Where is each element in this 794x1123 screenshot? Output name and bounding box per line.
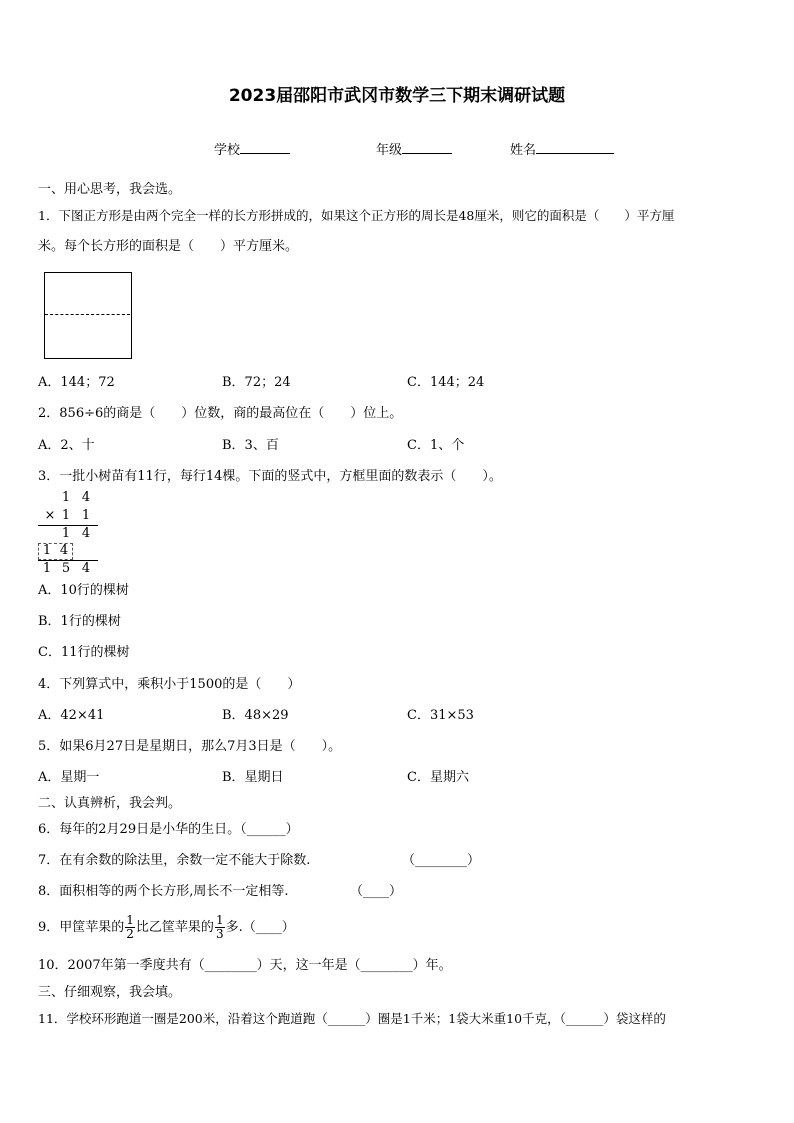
q3-text: 3．一批小树苗有11行，每行14棵。下面的竖式中，方框里面的数表示（ ）。 xyxy=(38,469,502,484)
name-label: 姓名 xyxy=(510,143,537,158)
q2-option-a: A．2、十 xyxy=(38,438,95,453)
frac2-numerator: 1 xyxy=(215,913,224,927)
q7-text: 7．在有余数的除法里，余数一定不能大于除数. xyxy=(38,853,311,868)
q8-answer-blank: （____） xyxy=(350,884,403,899)
frac1-numerator: 1 xyxy=(126,913,134,927)
q4-option-c: C．31×53 xyxy=(407,708,474,723)
calc-digit: 1 xyxy=(42,561,52,576)
q3-option-a: A．10行的棵树 xyxy=(38,583,129,598)
q1-option-a: A．144；72 xyxy=(38,375,115,390)
q1-option-b: B．72；24 xyxy=(222,375,291,390)
name-field xyxy=(510,141,614,159)
grade-label: 年级 xyxy=(376,143,403,158)
q9-text xyxy=(38,912,295,944)
calc-digit: 4 xyxy=(81,490,91,505)
name-blank xyxy=(536,141,614,154)
square-dashed-divider xyxy=(45,314,130,315)
q6-text: 6．每年的2月29日是小华的生日。（______） xyxy=(38,822,299,837)
section-1-heading: 一、用心思考，我会选。 xyxy=(38,182,182,197)
q5-option-a: A．星期一 xyxy=(38,770,100,785)
q3-option-c: C．11行的棵树 xyxy=(38,645,130,660)
frac1-denominator: 2 xyxy=(126,927,134,941)
calc-digit: 1 xyxy=(42,543,52,558)
page-title: 2023届邵阳市武冈市数学三下期末调研试题 xyxy=(228,86,566,106)
section-3-heading: 三、仔细观察，我会填。 xyxy=(38,985,182,1000)
q1-line1: 1．下图正方形是由两个完全一样的长方形拼成的，如果这个正方形的周长是48厘米，则它的面积是（ ）平方厘 xyxy=(38,208,675,223)
q8-text: 8．面积相等的两个长方形,周长不一定相等. xyxy=(38,884,289,899)
grade-blank xyxy=(402,141,452,154)
q5-option-b: B．星期日 xyxy=(222,770,284,785)
square-figure xyxy=(44,272,132,359)
fraction-one-third xyxy=(215,914,225,941)
grade-field xyxy=(376,141,452,159)
section-2-heading: 二、认真辨析，我会判。 xyxy=(38,796,182,811)
q4-text: 4．下列算式中，乘积小于1500的是（ ） xyxy=(38,677,301,692)
calc-digit: 1 xyxy=(61,490,71,505)
calc-times: × xyxy=(44,508,56,523)
calc-digit: 4 xyxy=(81,526,91,541)
q2-option-c: C．1、个 xyxy=(407,438,465,453)
q2-text: 2．856÷6的商是（ ）位数，商的最高位在（ ）位上。 xyxy=(38,406,403,421)
calc-digit: 1 xyxy=(81,508,91,523)
calc-digit: 4 xyxy=(59,543,69,558)
q9-middle: 比乙筐苹果的 xyxy=(135,920,214,935)
school-blank xyxy=(240,141,290,154)
fraction-one-half xyxy=(125,914,135,941)
q7-answer-blank: （________） xyxy=(402,853,481,868)
q1-line2: 米。每个长方形的面积是（ ）平方厘米。 xyxy=(38,239,299,254)
q11-text: 11．学校环形跑道一圈是200米，沿着这个跑道跑（______）圈是1千米；1袋大米重10千克，（______）袋这样的 xyxy=(38,1011,666,1026)
q2-option-b: B．3、百 xyxy=(222,438,279,453)
q3-option-b: B．1行的棵树 xyxy=(38,614,121,629)
q9-prefix: 9．甲筐苹果的 xyxy=(38,920,125,935)
q1-option-c: C．144；24 xyxy=(407,375,485,390)
q9-suffix: 多.（____） xyxy=(225,920,295,935)
school-label: 学校 xyxy=(214,143,241,158)
calc-digit: 1 xyxy=(61,508,71,523)
school-field xyxy=(214,141,290,159)
q4-option-b: B．48×29 xyxy=(222,708,289,723)
q4-option-a: A．42×41 xyxy=(38,708,105,723)
q5-text: 5．如果6月27日是星期日，那么7月3日是（ ）。 xyxy=(38,739,342,754)
calc-digit: 1 xyxy=(61,526,71,541)
calc-digit: 4 xyxy=(81,561,91,576)
q10-text: 10．2007年第一季度共有（________）天，这一年是（________）年。 xyxy=(38,958,452,973)
q5-option-c: C．星期六 xyxy=(407,770,469,785)
frac2-denominator: 3 xyxy=(215,927,224,941)
calc-digit: 5 xyxy=(61,561,71,576)
